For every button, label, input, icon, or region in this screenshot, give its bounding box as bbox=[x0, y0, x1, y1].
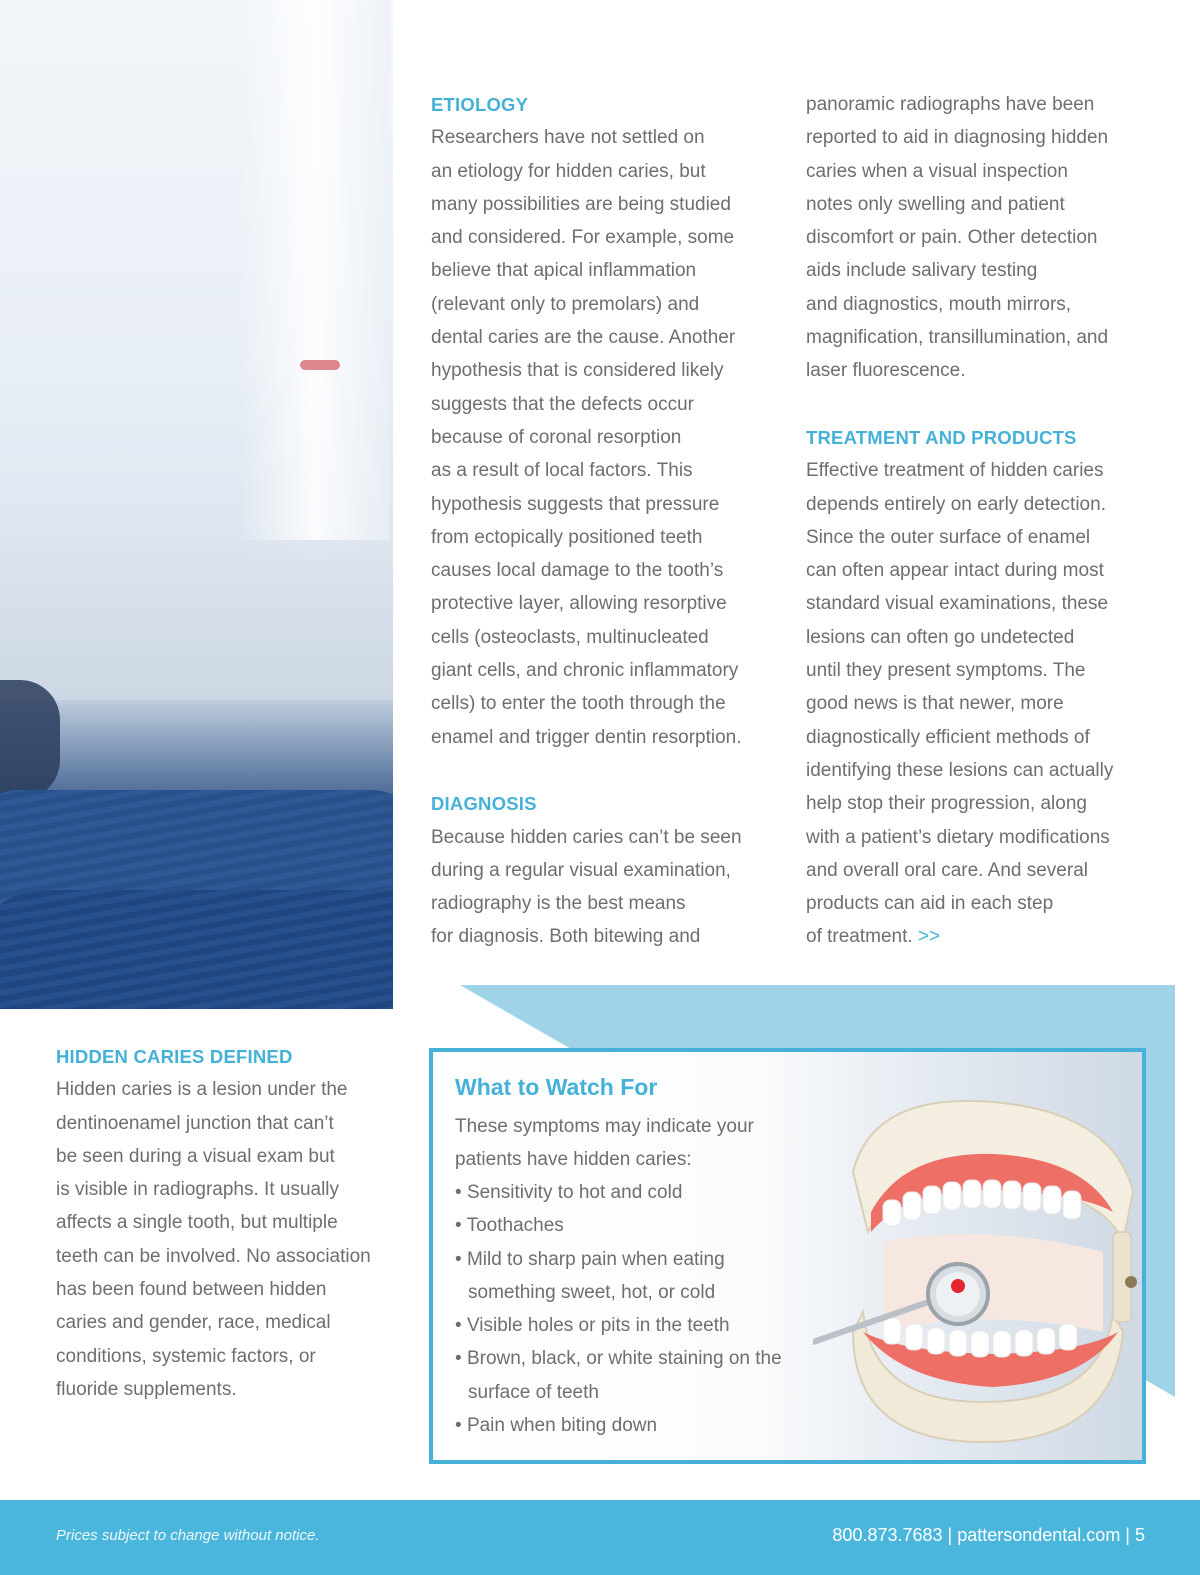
dental-chair-photo bbox=[0, 0, 393, 1009]
list-item: • Pain when biting down bbox=[455, 1409, 795, 1442]
dental-model-with-mirror bbox=[813, 1082, 1143, 1462]
article-column-right bbox=[806, 88, 1146, 954]
etiology-body: Researchers have not settled on an etiology for hidden caries, but many possibilities are being studied and considered. For example, some believe that apical inflammation (relevant only to premolars) and dental caries are the cause. Another hypothesis that is considered likely suggests that the defects occur because of coronal resorption as a result of local factors. This hypothesis suggests that pressure from ectopically positioned teeth causes local damage to the tooth’s protective layer, allowing resorptive cells (osteoclasts, multinucleated giant cells, and chronic inflammatory cells) to enter the tooth through the enamel and trigger dentin resorption. bbox=[431, 127, 742, 748]
contact-and-page-number: 800.873.7683 | pattersondental.com | 5 bbox=[832, 1525, 1145, 1545]
page-footer bbox=[0, 1500, 1200, 1575]
etiology-heading: ETIOLOGY bbox=[431, 94, 529, 115]
diagnosis-body: Because hidden caries can’t be seen during a regular visual examination, radiography is the best means for diagnosis. Both bitewing and bbox=[431, 826, 742, 948]
diagnosis-heading: DIAGNOSIS bbox=[431, 793, 537, 815]
continue-arrow[interactable]: >> bbox=[917, 926, 941, 948]
treatment-body bbox=[806, 454, 1146, 953]
price-disclaimer: Prices subject to change without notice. bbox=[56, 1527, 320, 1544]
list-item: • Sensitivity to hot and cold bbox=[455, 1176, 795, 1209]
defined-body: Hidden caries is a lesion under the dentinoenamel junction that can’t be seen during a visual exam but is visible in radiographs. It usually affects a single tooth, but multiple teeth can be involved. No association has been found between hidden caries and gender, race, medical conditions, systemic factors, or fluoride supplements. bbox=[56, 1079, 371, 1400]
defined-heading: HIDDEN CARIES DEFINED bbox=[56, 1046, 293, 1067]
callout-intro: These symptoms may indicate your patients have hidden caries: bbox=[455, 1116, 754, 1171]
list-item: • Toothaches bbox=[455, 1209, 795, 1242]
treatment-heading: TREATMENT AND PRODUCTS bbox=[806, 426, 1077, 448]
symptom-list bbox=[455, 1176, 795, 1442]
callout-title: What to Watch For bbox=[455, 1074, 658, 1100]
article-column-left bbox=[431, 88, 771, 954]
list-item: • Mild to sharp pain when eating something sweet, hot, or cold bbox=[455, 1243, 795, 1310]
list-item: • Visible holes or pits in the teeth bbox=[455, 1309, 795, 1342]
list-item: • Brown, black, or white staining on the surface of teeth bbox=[455, 1342, 795, 1409]
hidden-caries-defined-section bbox=[56, 1040, 401, 1406]
what-to-watch-for-box bbox=[429, 1048, 1146, 1464]
treatment-body-text: Effective treatment of hidden caries depends entirely on early detection. Since the outer surface of enamel can often appear intact during most standard visual examinations, these lesions can often go undetected until they present symptoms. The good news is that newer, more diagnostically efficient methods of identifying these lesions can actually help stop their progression, along with a patient’s dietary modifications and overall oral care. And several products can aid in each step of treatment. bbox=[806, 460, 1114, 948]
diagnosis-body-continued: panoramic radiographs have been reported to aid in diagnosing hidden caries when a visual inspection notes only swelling and patient discomfort or pain. Other detection aids include salivary testing and diagnostics, mouth mirrors, magnification, transillumination, and laser fluorescence. bbox=[806, 94, 1109, 382]
